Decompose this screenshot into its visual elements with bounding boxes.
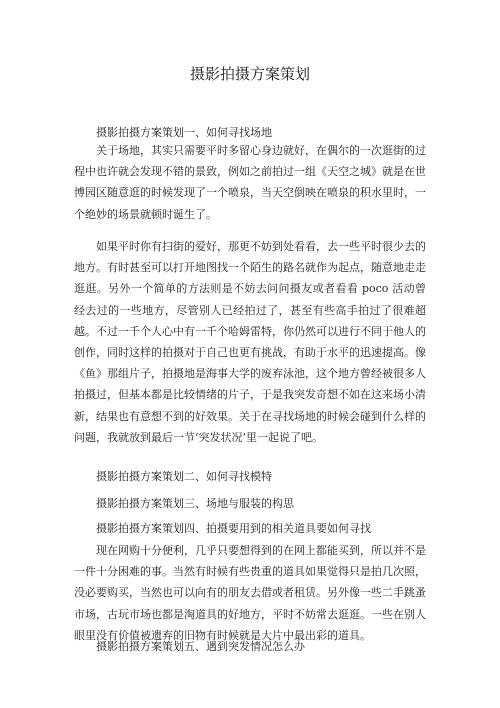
paragraph-1: 关于场地，其实只需要平时多留心身边就好，在偶尔的一次逛街的过程中也许就会发现不错的景致，例如之前拍过一组《天空之城》就是在世博园区随意逛的时候发现了一个喷泉，当天空倒映在喷泉的积水里时，一个绝妙的场景就顿时诞生了。 [74,144,426,221]
paragraph-2: 如果平时你有扫街的爱好，那更不妨到处看看，去一些平时很少去的地方。有时甚至可以打开地图找一个陌生的路名就作为起点，随意地走走逛逛。另外一个简单的方法则是不妨去问问摄友或者看看 poco 活动曾经去过的一些地方，尽管别人已经拍过了，甚至有些高手拍过了很难超越。不过一千个人心中有一千个哈姆雷特，你仍然可以进行不同于他人的创作，同时这样的拍摄对于自己也更有挑战，有助于水平的迅速提高。像《鱼》那组片子，拍摄地是海事大学的废弃泳池，这个地方曾经被很多人拍摄过，但基本都是比较情绪的片子，于是我突发奇想不如在这来场小清新，结果也有意想不到的好效果。关于在寻找场地的时候会碰到什么样的问题，我就放到最后一节‘突发状况’里一起说了吧。 [74,240,426,444]
document-title: 摄影拍摄方案策划 [189,65,310,83]
paragraph-3: 现在网购十分便利，几乎只要想得到的在网上都能买到，所以并不是一件十分困难的事。当然有时候有些贵重的道具如果觉得只是拍几次照，没必要购买，当然也可以向有的朋友去借或者租赁。另外像一些二手跳蚤市场，古玩市场也都是淘道具的好地方，平时不妨常去逛逛。一些在别人眼里没有价值被遗弃的旧物有时候就是大片中最出彩的道具。 [74,544,426,642]
section-heading-2: 摄影拍摄方案策划二、如何寻找模特 [96,470,272,483]
section-heading-5: 摄影拍摄方案策划五、遇到突发情况怎么办 [96,640,305,653]
section-heading-1: 摄影拍摄方案策划一、如何寻找场地 [96,126,272,139]
section-heading-3: 摄影拍摄方案策划三、场地与服装的构思 [96,497,294,510]
section-heading-4: 摄影拍摄方案策划四、拍摄要用到的相关道具要如何寻找 [96,522,371,535]
